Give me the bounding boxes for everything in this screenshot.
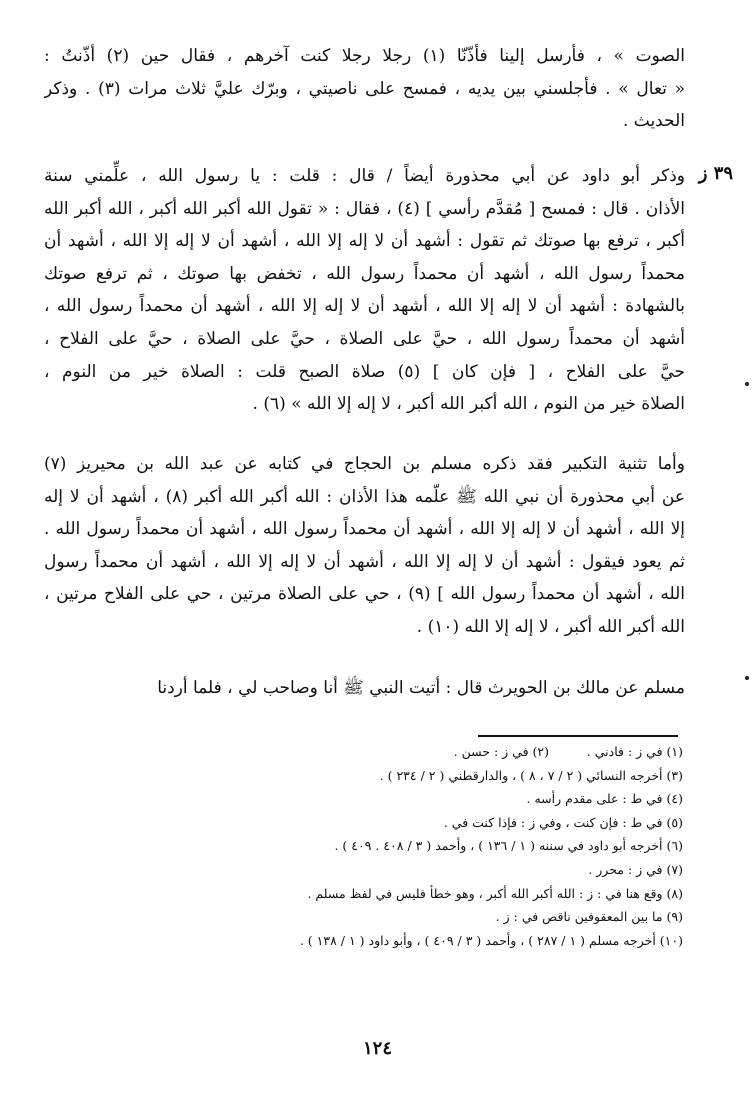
text-line: الله أكبر الله أكبر ، لا إله إلا الله (١٠) . bbox=[416, 616, 685, 637]
margin-dot bbox=[745, 382, 749, 386]
footnote: (٢) في ز : حسن . bbox=[453, 744, 550, 759]
footnote: (٤) في ط : على مقدم رأسه . bbox=[526, 791, 683, 807]
footnote: (٥) في ط : فإن كنت ، وفي ز : فإذا كنت في . bbox=[443, 814, 683, 830]
footnotes bbox=[150, 740, 683, 952]
footnote: (٦) أخرجه أبو داود في سننه ( ١ / ١٣٦ ) ، وأحمد ( ٣ / ٤٠٨ . ٤٠٩ ) . bbox=[334, 838, 683, 854]
text-line: أشهد أن محمداً رسول الله ، حيَّ على الصلاة ، حيَّ على الصلاة ، حيَّ على الفلاح ، bbox=[44, 328, 685, 349]
text-line: محمداً رسول الله ، أشهد أن محمداً رسول الله ، تخفض بها صوتك ، ثم ترفع صوتك bbox=[44, 263, 685, 284]
text-line: الحديث . bbox=[622, 111, 685, 132]
text-line: عن أبي محذورة أن نبي الله ﷺ علّمه هذا الأذان : الله أكبر الله أكبر (٨) ، أشهد أن لا إله bbox=[44, 486, 685, 507]
text-line: الله ، أشهد أن محمداً رسول الله ] (٩) ، حي على الصلاة مرتين ، حي على الفلاح مرتين ، bbox=[44, 584, 685, 605]
footnote: (٨) وقع هنا في : ز : الله أكبر الله أكبر ، وهو خطأ فليس في لفظ مسلم . bbox=[307, 885, 683, 901]
text-line: الأذان . قال : فمسح [ مُقدَّم رأسي ] (٤) ، فقال : « تقول الله أكبر الله أكبر ، الله أكبر الله bbox=[44, 198, 685, 219]
text-line: الصوت » ، فأرسل إلينا فأذّنّا (١) رجلا رجلا كنت آخرهم ، فقال حين (٢) أذّنتُ : bbox=[44, 46, 685, 66]
footnote: (١٠) أخرجه مسلم ( ١ / ٢٨٧ ) ، وأحمد ( ٣ / ٤٠٩ ) ، وأبو داود ( ١ / ١٣٨ ) . bbox=[299, 932, 683, 948]
footnote-separator bbox=[478, 735, 678, 737]
footnote: (٧) في ز : محرر . bbox=[588, 861, 683, 877]
paragraph-muslim-narration bbox=[44, 448, 685, 644]
paragraph-continuation bbox=[44, 40, 685, 138]
text-line: وذكر أبو داود عن أبي محذورة أيضاً / قال : قلت : يا رسول الله ، علِّمني سنة bbox=[44, 166, 685, 186]
footnote-line bbox=[150, 740, 683, 764]
text-line: مسلم عن مالك بن الحويرث قال : أتيت النبي ﷺ أنا وصاحب لي ، فلما أردنا bbox=[157, 678, 685, 698]
text-line: الصلاة خير من النوم ، الله أكبر الله أكبر ، لا إله إلا الله » (٦) . bbox=[252, 394, 685, 415]
footnote: (٣) أخرجه النسائي ( ٢ / ٧ ، ٨ ) ، والدارقطني ( ٢ / ٢٣٤ ) . bbox=[379, 767, 683, 783]
paragraph-abu-dawud-narration bbox=[44, 160, 685, 421]
footnote: (٩) ما بين المعقوفين ناقص في : ز . bbox=[495, 909, 683, 925]
margin-dot bbox=[745, 676, 749, 680]
text-line: إلا الله ، أشهد أن لا إله إلا الله ، أشهد أن محمداً رسول الله ، أشهد أن محمداً رسول الله . bbox=[44, 519, 685, 540]
text-line: أكبر ، ترفع بها صوتك ثم تقول : أشهد أن لا إله إلا الله ، أشهد أن لا إله إلا الله ، أشهد أن bbox=[44, 231, 685, 252]
text-line: وأما تثنية التكبير فقد ذكره مسلم بن الحجاج في كتابه عن عبد الله بن محيريز (٧) bbox=[44, 454, 685, 474]
text-line: ثم يعود فيقول : أشهد أن لا إله إلا الله ، أشهد أن لا إله إلا الله ، أشهد أن محمداً رسول bbox=[44, 551, 685, 572]
text-line: بالشهادة : أشهد أن لا إله إلا الله ، أشهد أن لا إله إلا الله ، أشهد أن محمداً رسول الله ، bbox=[44, 296, 685, 317]
footnote: (١) في ز : فادني . bbox=[586, 744, 683, 759]
page-number: ١٢٤ bbox=[362, 1038, 392, 1059]
text-line: « تعال » . فأجلسني بين يديه ، فمسح على ناصيتي ، وبرّك عليَّ ثلاث مرات (٣) . وذكر bbox=[44, 78, 685, 99]
margin-marker: ٣٩ ز bbox=[698, 163, 733, 184]
text-line: حيَّ على الفلاح ، [ فإن كان ] (٥) صلاة الصبح قلت : الصلاة خير من النوم ، bbox=[44, 361, 685, 382]
paragraph-malik-narration bbox=[44, 672, 685, 705]
